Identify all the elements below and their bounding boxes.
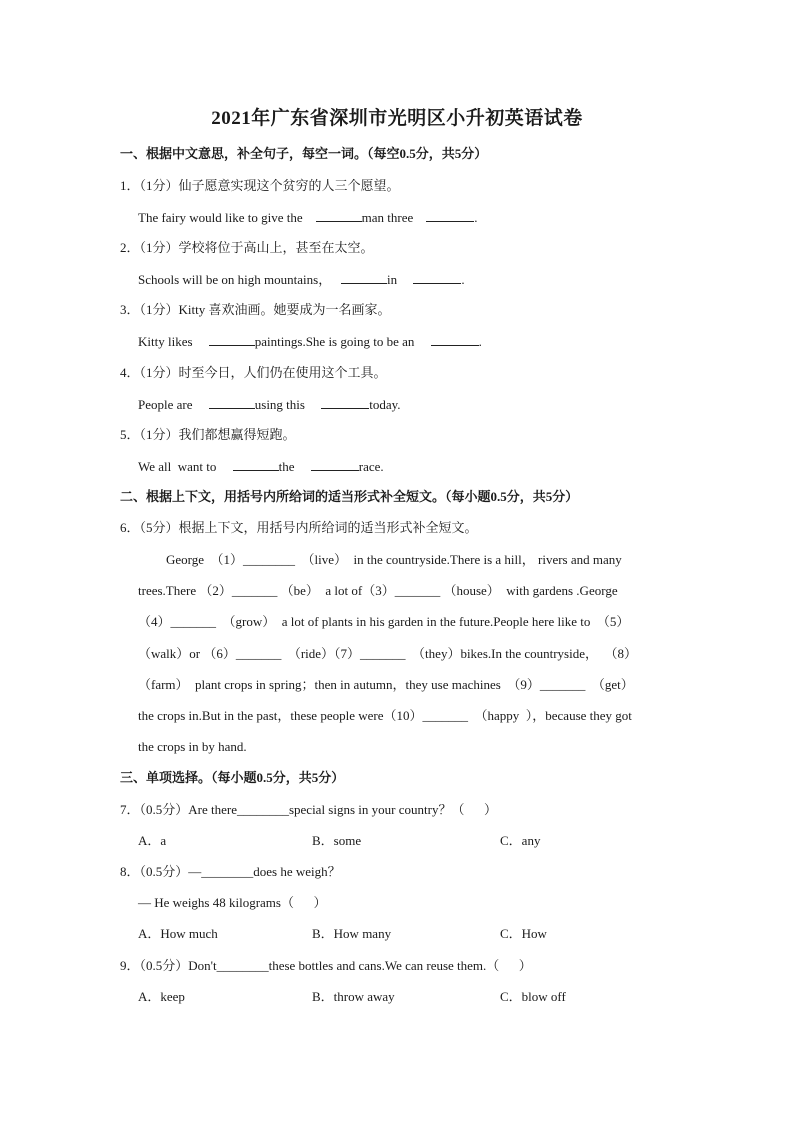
- answer-line-4: [138, 396, 401, 413]
- passage-line: trees.There （2）_______ （be） a lot of（3）_______ （house） with gardens .George: [138, 583, 618, 598]
- option-b[interactable]: B．throw away: [312, 989, 395, 1004]
- answer-text: Kitty likes: [138, 334, 193, 349]
- answer-text: People are: [138, 397, 193, 412]
- answer-text: today.: [369, 397, 401, 412]
- answer-text: using this: [254, 397, 305, 412]
- option-c[interactable]: C．How: [500, 926, 547, 941]
- question-5: 5．（1分）我们都想赢得短跑。: [120, 427, 296, 442]
- blank[interactable]: [321, 396, 369, 409]
- answer-line-2: [138, 271, 465, 288]
- passage-line: （farm） plant crops in spring；then in autumn，they use machines （9）_______ （get）: [138, 677, 634, 692]
- passage-line: the crops in by hand.: [138, 739, 247, 754]
- question-1: 1．（1分）仙子愿意实现这个贫穷的人三个愿望。: [120, 178, 400, 193]
- option-b[interactable]: B．How many: [312, 926, 392, 941]
- blank[interactable]: [426, 209, 474, 222]
- question-8: 8．（0.5分）—________does he weigh？: [120, 864, 341, 879]
- question-9: 9．（0.5分）Don't________these bottles and cans.We can reuse them.（ ）: [120, 958, 532, 973]
- answer-text: .: [461, 272, 465, 287]
- option-a[interactable]: A．How much: [138, 926, 218, 941]
- option-c[interactable]: C．blow off: [500, 989, 566, 1004]
- answer-text: We all want to: [138, 459, 217, 474]
- answer-text: man three: [361, 210, 414, 225]
- blank[interactable]: [209, 396, 255, 409]
- question-2: 2．（1分）学校将位于高山上，甚至在太空。: [120, 240, 374, 255]
- option-b[interactable]: B．some: [312, 833, 362, 848]
- passage-line: George （1）________ （live） in the countryside.There is a hill， rivers and many: [166, 552, 622, 567]
- blank[interactable]: [316, 209, 362, 222]
- question-8-sub: — He weighs 48 kilograms（ ）: [138, 895, 327, 910]
- section3-heading: 三、单项选择。（每小题0.5分，共5分）: [120, 770, 345, 785]
- answer-text: The fairy would like to give the: [138, 210, 303, 225]
- question-4: 4．（1分）时至今日，人们仍在使用这个工具。: [120, 365, 387, 380]
- blank[interactable]: [413, 271, 461, 284]
- option-a[interactable]: A．keep: [138, 989, 185, 1004]
- question-3: 3．（1分）Kitty 喜欢油画。她要成为一名画家。: [120, 302, 391, 317]
- answer-line-3: [138, 333, 482, 350]
- option-c[interactable]: C．any: [500, 833, 541, 848]
- answer-text: Schools will be on high mountains，: [138, 272, 332, 287]
- page-title: 2021年广东省深圳市光明区小升初英语试卷: [211, 108, 583, 129]
- answer-line-5: [138, 458, 384, 475]
- blank[interactable]: [431, 333, 479, 346]
- answer-text: .: [474, 210, 478, 225]
- answer-text: .: [478, 334, 482, 349]
- blank[interactable]: [209, 333, 255, 346]
- section2-heading: 二、根据上下文，用括号内所给词的适当形式补全短文。（每小题0.5分，共5分）: [120, 489, 579, 504]
- question-7: 7．（0.5分）Are there________special signs in your country？（ ）: [120, 802, 497, 817]
- answer-text: the: [278, 459, 295, 474]
- passage-line: （4）_______ （grow） a lot of plants in his garden in the future.People here like to （5）: [138, 614, 630, 629]
- answer-text: in: [386, 272, 398, 287]
- passage-line: the crops in.But in the past，these people were（10）_______ （happy ），because they got: [138, 708, 632, 723]
- answer-text: paintings.She is going to be an: [254, 334, 415, 349]
- passage-line: （walk）or （6）_______ （ride）（7）_______ （they）bikes.In the countryside， （8）: [138, 646, 637, 661]
- answer-line-1: [138, 209, 478, 226]
- answer-text: race.: [358, 459, 384, 474]
- section1-heading: 一、根据中文意思，补全句子，每空一词。（每空0.5分，共5分）: [120, 146, 488, 161]
- option-a[interactable]: A．a: [138, 833, 167, 848]
- blank[interactable]: [311, 458, 359, 471]
- question-6: 6．（5分）根据上下文，用括号内所给词的适当形式补全短文。: [120, 520, 478, 535]
- blank[interactable]: [233, 458, 279, 471]
- blank[interactable]: [341, 271, 387, 284]
